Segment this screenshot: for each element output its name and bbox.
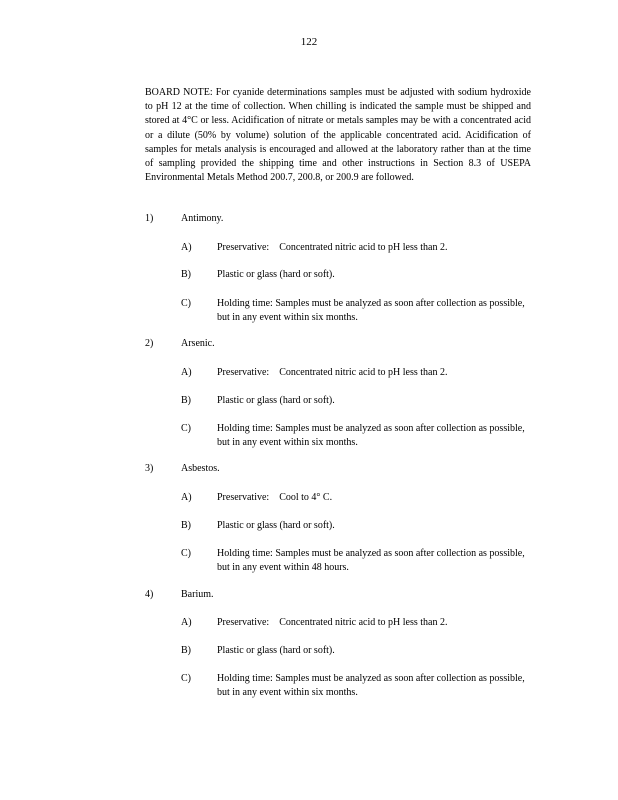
sub-letter: A) [181,617,192,628]
sub-text: Holding time: Samples must be analyzed as soon after collection as possible, but in any event within six months. [217,423,525,449]
sub-letter: C) [181,548,191,559]
sub-letter: C) [181,298,191,309]
sub-text: Plastic or glass (hard or soft). [217,645,335,656]
sub-letter: A) [181,242,192,253]
item-number: 4) [145,589,154,600]
sub-text: Plastic or glass (hard or soft). [217,520,335,531]
sub-letter: B) [181,395,191,406]
item-number: 3) [145,463,154,474]
sub-text: Plastic or glass (hard or soft). [217,395,335,406]
item-name: Antimony. [181,213,224,224]
item-name: Arsenic. [181,338,215,349]
sub-text: Holding time: Samples must be analyzed as soon after collection as possible, but in any event within six months. [217,298,525,324]
page-number: 122 [300,36,318,48]
sub-letter: A) [181,367,192,378]
sub-text: Preservative: Concentrated nitric acid to pH less than 2. [217,617,448,628]
sub-text: Preservative: Concentrated nitric acid to pH less than 2. [217,242,448,253]
sub-text: Plastic or glass (hard or soft). [217,269,335,280]
sub-letter: C) [181,673,191,684]
sub-text: Holding time: Samples must be analyzed as soon after collection as possible, but in any event within six months. [217,673,525,699]
sub-text: Preservative: Concentrated nitric acid to pH less than 2. [217,367,448,378]
sub-text: Holding time: Samples must be analyzed as soon after collection as possible, but in any event within 48 hours. [217,548,525,574]
sub-letter: B) [181,645,191,656]
sub-text: Preservative: Cool to 4° C. [217,492,333,503]
board-note: BOARD NOTE: For cyanide determinations samples must be adjusted with sodium hydroxide to pH 12 at the time of collection. When chilling is indicated the sample must be shipped and stored at 4°C or less. Acidification of nitrate or metals samples may be with a concentrated acid or a dilute (50% by volume) solution of the applicable concentrated acid. Acidification of samples for metals analysis is encouraged and allowed at the laboratory rather than at the time of sampling provided the shipping time and other instructions in Section 8.3 of USEPA Environmental Metals Method 200.7, 200.8, or 200.9 are followed. [145,87,531,184]
sub-letter: A) [181,492,192,503]
item-name: Asbestos. [181,463,220,474]
item-number: 1) [145,213,154,224]
item-name: Barium. [181,589,214,600]
sub-letter: C) [181,423,191,434]
sub-letter: B) [181,269,191,280]
sub-letter: B) [181,520,191,531]
item-number: 2) [145,338,154,349]
